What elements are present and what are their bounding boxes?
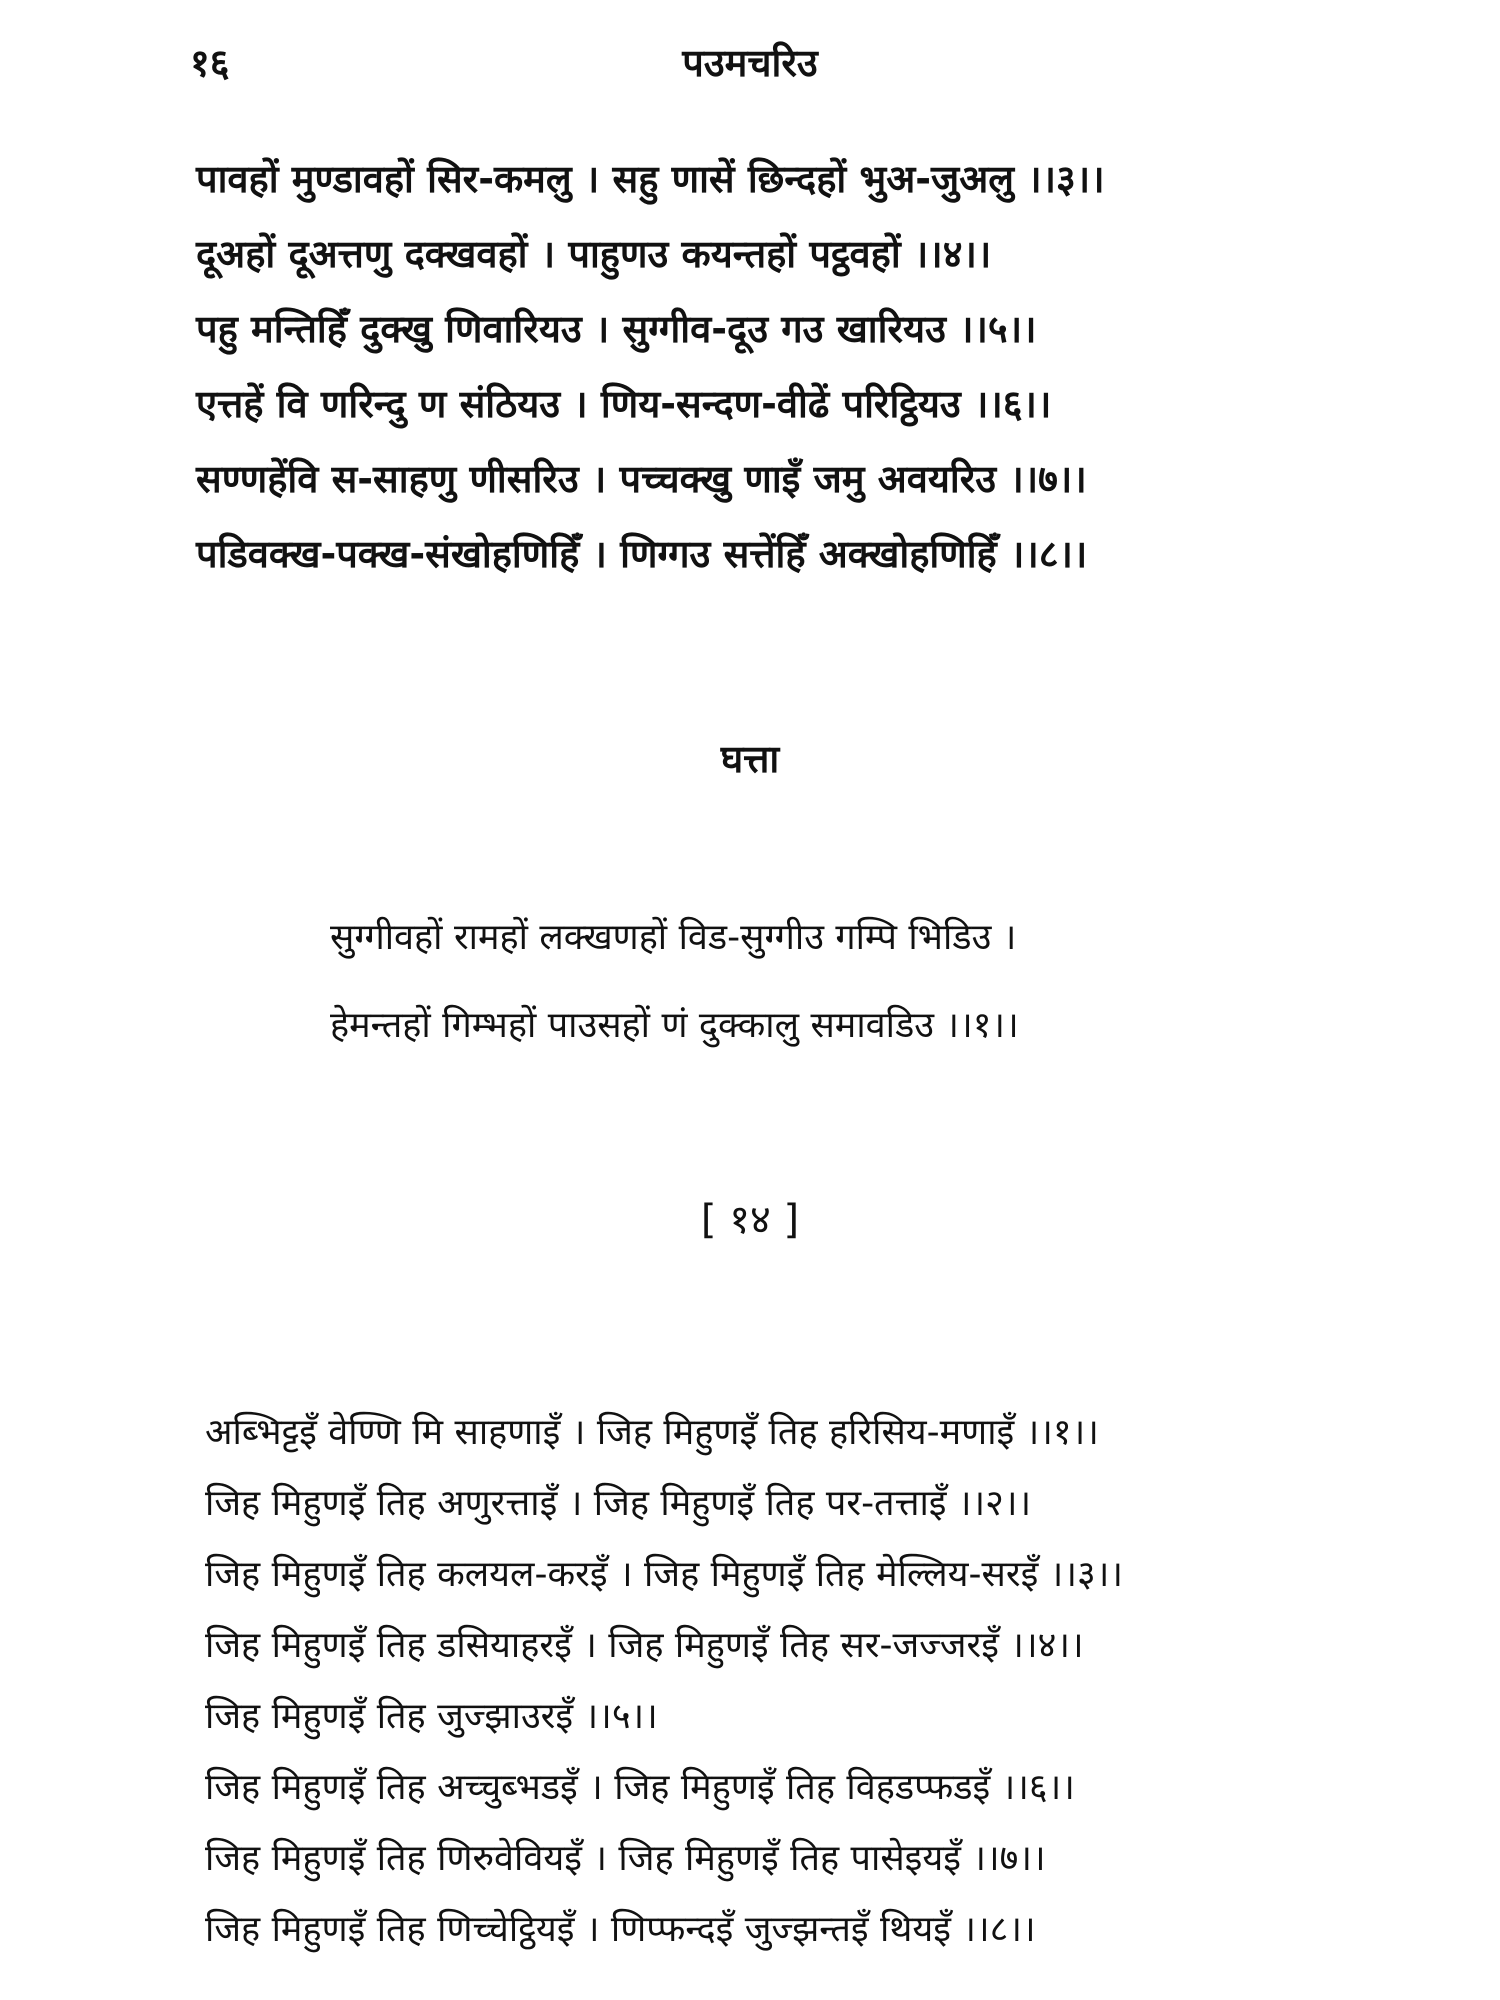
verse-line: जिह मिहुणइँ तिह णिरुवेवियइँ । जिह मिहुणइँ तिह पासेइयइँ ।।७।।	[205, 1838, 1046, 1879]
page-number: १६	[190, 41, 230, 85]
verse-line: दूअहों दूअत्तणु दक्खवहों । पाहुणउ कयन्तहों पट्ठवहों ।।४।।	[196, 232, 992, 276]
section-number: [ १४ ]	[700, 1197, 800, 1243]
verse-line: सण्णहेंवि स-साहणु णीसरिउ । पच्चक्खु णाइँ जमु अवयरिउ ।।७।।	[196, 457, 1087, 501]
verse-line: जिह मिहुणइँ तिह अच्चुब्भडइँ । जिह मिहुणइँ तिह विहडप्फडइँ ।।६।।	[205, 1767, 1075, 1808]
verse-line: जिह मिहुणइँ तिह डसियाहरइँ । जिह मिहुणइँ तिह सर-जज्जरइँ ।।४।।	[205, 1625, 1084, 1666]
verse-line: जिह मिहुणइँ तिह णिच्चेट्ठियइँ । णिप्फन्दइँ जुज्झन्तइँ थियइँ ।।८।।	[205, 1909, 1036, 1950]
verse-line: एत्तहें वि णरिन्दु ण संठियउ । णिय-सन्दण-वीढें परिट्ठियउ ।।६।।	[196, 382, 1052, 426]
verse-line: जिह मिहुणइँ तिह कलयल-करइँ । जिह मिहुणइँ तिह मेल्लिय-सरइँ ।।३।।	[205, 1554, 1123, 1595]
verse-line: पावहों मुण्डावहों सिर-कमलु । सहु णासें छिन्दहों भुअ-जुअलु ।।३।।	[196, 157, 1105, 201]
verse-block-top	[196, 157, 1316, 610]
ghatta-line: सुग्गीवहों रामहों लक्खणहों विड-सुग्गीउ गम्पि भिडिउ ।	[330, 917, 1017, 958]
verse-line: पहु मन्तिहिँ दुक्खु णिवारियउ । सुग्गीव-दूउ गउ खारियउ ।।५।।	[196, 307, 1037, 351]
verse-line: अब्भिट्टइँ वेण्णि मि साहणाइँ । जिह मिहुणइँ तिह हरिसिय-मणाइँ ।।१।।	[205, 1412, 1099, 1453]
verse-line: जिह मिहुणइँ तिह अणुरत्ताइँ । जिह मिहुणइँ तिह पर-तत्ताइँ ।।२।।	[205, 1483, 1032, 1524]
ghatta-verse	[330, 917, 1260, 1096]
verse-block-bottom	[205, 1412, 1315, 1983]
ghatta-line: हेमन्तहों गिम्भहों पाउसहों णं दुक्कालु समावडिउ ।।१।।	[330, 1005, 1019, 1046]
running-title: पउमचरिउ	[682, 41, 818, 85]
verse-line: पडिवक्ख-पक्ख-संखोहणिहिँ । णिग्गउ सत्तेंहिँ अक्खोहणिहिँ ।।८।।	[196, 532, 1088, 576]
ghatta-heading: घत्ता	[720, 737, 780, 781]
verse-line: जिह मिहुणइँ तिह जुज्झाउरइँ ।।५।।	[205, 1696, 658, 1737]
